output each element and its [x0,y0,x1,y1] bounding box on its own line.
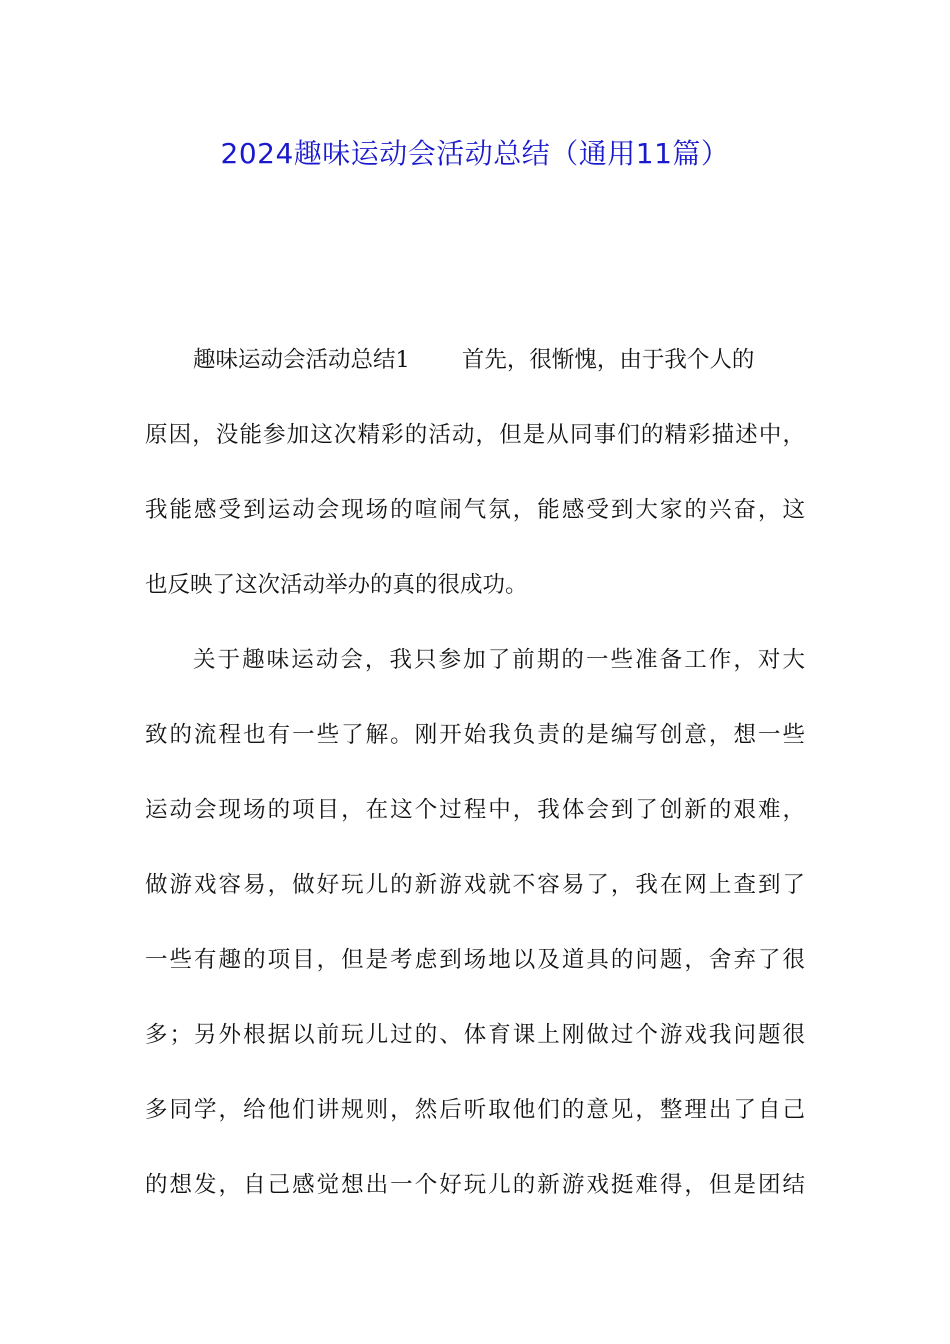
paragraph-1-line-2: 原因，没能参加这次精彩的活动，但是从同事们的精彩描述中， [145,422,805,448]
document-title: 2024趣味运动会活动总结（通用11篇） [220,137,730,170]
paragraph-1-line-4: 也反映了这次活动举办的真的很成功。 [145,572,528,598]
paragraph-2-line-5: 一些有趣的项目，但是考虑到场地以及道具的问题，舍弃了很 [145,947,805,973]
paragraph-1-line-3: 我能感受到运动会现场的喧闹气氛，能感受到大家的兴奋，这 [145,497,805,523]
paragraph-2-line-2: 致的流程也有一些了解。刚开始我负责的是编写创意，想一些 [145,722,805,748]
paragraph-2-line-4: 做游戏容易，做好玩儿的新游戏就不容易了，我在网上查到了 [145,872,805,898]
paragraph-2-line-8: 的想发，自己感觉想出一个好玩儿的新游戏挺难得，但是团结 [145,1172,805,1198]
section-heading: 趣味运动会活动总结1 [193,347,410,373]
paragraph-2-line-3: 运动会现场的项目，在这个过程中，我体会到了创新的艰难， [145,797,805,823]
paragraph-2-line-7: 多同学，给他们讲规则，然后听取他们的意见，整理出了自己 [145,1097,805,1123]
document-body [145,337,805,1237]
paragraph-2-line-1: 关于趣味运动会，我只参加了前期的一些准备工作，对大 [193,647,805,673]
paragraph-1-line-1 [145,337,805,412]
paragraph-1-text-start: 首先，很惭愧，由于我个人的 [461,347,755,373]
paragraph-2-line-6: 多；另外根据以前玩儿过的、体育课上刚做过个游戏我问题很 [145,1022,805,1048]
